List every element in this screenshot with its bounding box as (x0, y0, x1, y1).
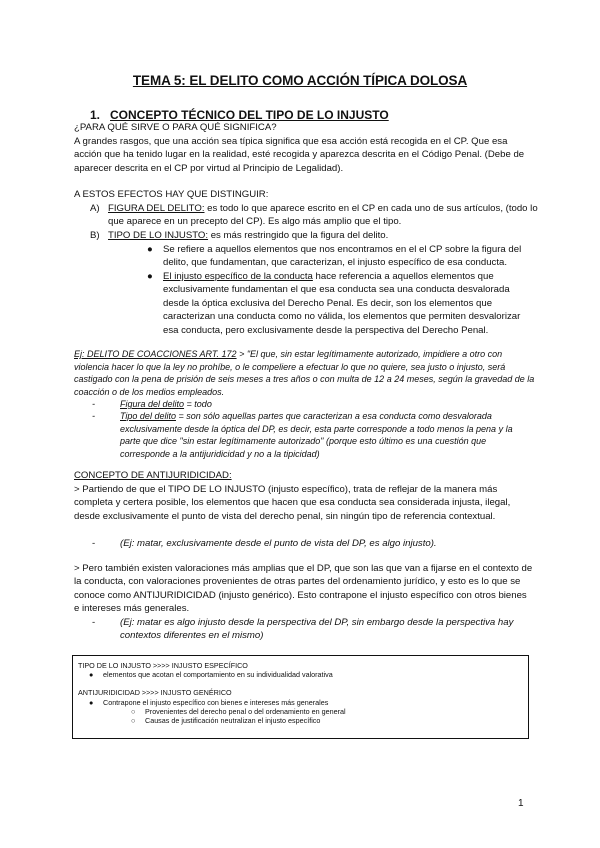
summary-line-5: Provenientes del derecho penal o del ordenamiento en general (145, 707, 346, 716)
summary-line-2: elementos que acotan el comportamiento en su individualidad valorativa (103, 670, 333, 679)
dash-marker: - (92, 538, 96, 549)
summary-line-6: Causas de justificación neutralizan el injusto específico (145, 716, 321, 725)
example-dash-2-term: Tipo del delito (120, 411, 176, 421)
bullet-item-2-term: El injusto específico de la conducta (163, 271, 313, 282)
item-b-text: es más restringido que la figura del delito. (208, 230, 389, 241)
bullet-item-2-body (163, 270, 535, 337)
antijuridicidad-dash-1-text: (Ej: matar, exclusivamente desde el punto de vista del DP, es algo injusto). (120, 538, 437, 549)
summary-bullet-2: ● (89, 698, 94, 707)
summary-bullet-1: ● (89, 670, 94, 679)
summary-line-4: Contrapone el injusto específico con bienes e intereses más generales (103, 698, 329, 707)
example-quote: > "El que, sin estar legítimamente autorizado, impidiere a otro con violencia hacer lo que la ley no prohíbe, o le compeliere a efectuar lo que no quiere, sea justo o injusto, será castigado con la pena de prisión de seis meses a tres años o con multa de 12 a 24 meses, según la gravedad de la coacción o de los medios empleados. (74, 349, 535, 397)
antijuridicidad-heading: CONCEPTO DE ANTIJURIDICIDAD: (74, 470, 232, 481)
summary-circle-2: ○ (131, 716, 136, 725)
item-a-body (108, 202, 548, 229)
example-paragraph (74, 348, 536, 398)
example-dash-1-body (120, 398, 522, 411)
dash-marker: - (92, 411, 95, 421)
item-a-term: FIGURA DEL DELITO: (108, 203, 205, 214)
bullet-icon: ● (147, 271, 153, 282)
section-heading (90, 108, 389, 122)
intro-paragraph: A grandes rasgos, que una acción sea típica significa que esa acción está recogida en el CP. Que esa acción que ha tenido lugar en la realidad, esté recogida y aparezca descrita en el Código Penal. (Debe de aparecer descrita en el CP por virtud al Principio de Legalidad). (74, 136, 525, 174)
page-number: 1 (518, 798, 524, 809)
item-b-term: TIPO DE LO INJUSTO: (108, 230, 209, 241)
example-dash-1-text: = todo (184, 399, 212, 409)
bullet-item-1-text: Se refiere a aquellos elementos que nos encontramos en el el CP sobre la figura del delito, que fundamentan, que caracterizan, el injusto específico de esa conducta. (163, 244, 522, 269)
antijuridicidad-paragraph-2: > Pero también existen valoraciones más amplias que el DP, que son las que van a fijarse en el contexto de la conducta, con valoraciones provenientes de otras partes del ordenamiento jurídico, y esto es lo que se conoce como ANTIJURIDICIDAD (injusto genérico). Esto contrapone el injusto específico con otros bienes e intereses más generales. (74, 563, 533, 615)
section-number: 1. (90, 108, 101, 122)
section-heading-text: CONCEPTO TÉCNICO DEL TIPO DE LO INJUSTO (110, 108, 389, 122)
bullet-item-2-text: hace referencia a aquellos elementos que exclusivamente fundamentan el que esa conducta sea una conducta desvalorada desde la óptica exclusiva del Derecho Penal. Es decir, son los elementos que caracterizan una conducta como no válida, los elementos que permiten desvalorizar esa conducta, pero exclusivamente desde la perspectiva del Derecho Penal. (163, 271, 521, 336)
summary-box (72, 655, 529, 739)
example-dash-2-text: = son sólo aquellas partes que caracterizan a esa conducta como desvalorada exclusivamente desde la óptica del DP, es decir, esta parte corresponde a todo menos la pena y la parte que dice "sin estar legítimamente autorizado" (porque esto último es una cuestión que corresponde a la antijuridicidad y no a la tipicidad) (120, 411, 513, 459)
antijuridicidad-dash-2-text: (Ej: matar es algo injusto desde la perspectiva del DP, sin embargo desde la perspectiva hay contextos diferentes en el mismo) (120, 617, 514, 642)
bullet-icon: ● (147, 244, 153, 255)
dash-marker: - (92, 617, 96, 628)
antijuridicidad-paragraph-1: > Partiendo de que el TIPO DE LO INJUSTO (injusto específico), trata de reflejar de la manera más completa y certera posible, los elementos que hacen que esa conducta sea considerada injusta, ilegal, desde exclusivamente el punto de vista del derecho penal, sin ningún tipo de referencia contextual. (74, 484, 511, 522)
example-dash-2-body (120, 410, 522, 460)
item-a-label: A) (90, 203, 100, 214)
item-b-body (108, 229, 548, 242)
item-a-text: es todo lo que aparece escrito en el CP en cada uno de sus artículos, (todo lo que aparece en un precepto del CP). Es algo más amplio que el tipo. (108, 203, 538, 228)
summary-line-1: TIPO DE LO INJUSTO >>>> INJUSTO ESPECÍFICO (78, 661, 248, 670)
example-lead: Ej: DELITO DE COACCIONES ART. 172 (74, 349, 237, 359)
item-b-label: B) (90, 230, 100, 241)
section-question: ¿PARA QUÉ SIRVE O PARA QUÉ SIGNIFICA? (74, 122, 277, 133)
example-dash-1-term: Figura del delito (120, 399, 185, 409)
summary-circle-1: ○ (131, 707, 136, 716)
page-title: TEMA 5: EL DELITO COMO ACCIÓN TÍPICA DOLOSA (132, 73, 468, 88)
distinguish-label: A ESTOS EFECTOS HAY QUE DISTINGUIR: (74, 189, 269, 200)
dash-marker: - (92, 399, 95, 409)
summary-line-3: ANTIJURIDICIDAD >>>> INJUSTO GENÉRICO (78, 688, 232, 697)
